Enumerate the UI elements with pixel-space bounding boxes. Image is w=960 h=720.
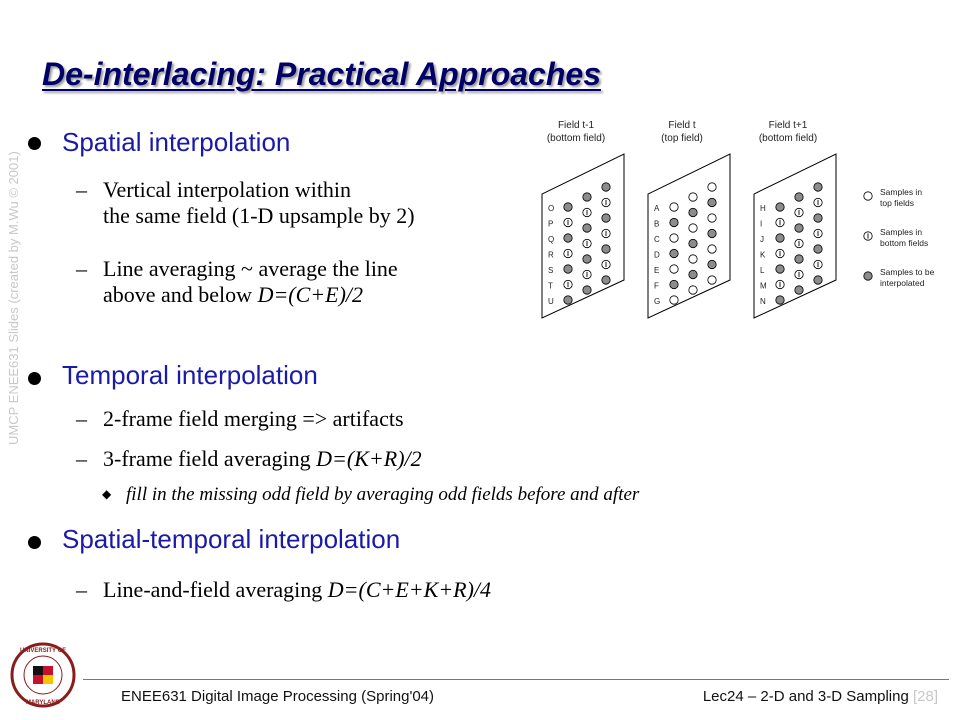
sample-dot: [814, 276, 822, 284]
sample-dot: [795, 224, 803, 232]
legend-label: Samples in: [880, 187, 923, 197]
row-label: O: [548, 204, 555, 213]
sample-dot: [689, 286, 697, 294]
row-label: F: [654, 281, 659, 291]
line-text: 2-frame field merging => artifacts: [103, 406, 404, 431]
footer-lecture-title: Lec24 – 2-D and 3-D Sampling: [702, 688, 913, 705]
legend-marker: [864, 192, 872, 200]
sub-sub-item-fill: [102, 484, 639, 506]
sample-dot: [670, 249, 678, 257]
row-label: D: [654, 250, 660, 260]
field-plane: [648, 154, 730, 318]
row-label: B: [654, 219, 660, 229]
sample-dot: [564, 265, 572, 273]
sample-dot: [670, 218, 678, 226]
sample-dot: [776, 203, 784, 211]
university-seal-logo: [8, 640, 78, 710]
sample-dot: [670, 296, 678, 304]
sample-dot: [564, 234, 572, 242]
legend-label: bottom fields: [880, 238, 929, 248]
field-plane: [542, 154, 624, 318]
sub-item-three-frame: [76, 446, 422, 472]
line-text: Line averaging ~ average the line: [103, 256, 398, 281]
sample-dot: [670, 280, 678, 288]
sample-dot: [602, 214, 610, 222]
row-label: Q: [548, 235, 555, 244]
sub-item-line-and-field: [76, 577, 491, 603]
sample-dot: [708, 245, 716, 253]
sample-dot: [689, 270, 697, 278]
sample-dot: [689, 255, 697, 263]
sample-dot: [564, 296, 572, 304]
field-plane: [754, 154, 836, 318]
sample-dot: [689, 193, 697, 201]
row-label: R: [548, 250, 554, 260]
sample-dot: [602, 245, 610, 253]
logo-text-top: UNIVERSITY OF: [20, 648, 66, 654]
sample-dot: [795, 255, 803, 263]
sample-dot: [689, 224, 697, 232]
sample-dot: [708, 183, 716, 191]
sample-dot: [814, 245, 822, 253]
sub-item-line-averaging: [76, 256, 398, 308]
slide-title: De-interlacing: Practical Approaches: [42, 56, 601, 92]
sub-item-two-frame: [76, 406, 404, 432]
logo-text-bottom: MARYLAND: [25, 700, 61, 706]
line-text: fill in the missing odd field by averaging odd fields before and after: [126, 484, 640, 505]
sample-dot: [670, 203, 678, 211]
footer-lecture: [703, 688, 938, 705]
sub-item-vertical: [76, 177, 415, 229]
sample-dot: [602, 276, 610, 284]
dash: –: [76, 446, 87, 471]
legend-label: top fields: [880, 198, 915, 208]
row-label: T: [548, 281, 553, 291]
bullet-dot: [28, 372, 41, 385]
legend-marker: [864, 272, 872, 280]
row-label: J: [760, 235, 764, 244]
field-title: Field t: [668, 120, 696, 131]
sample-dot: [689, 208, 697, 216]
dash: –: [76, 256, 87, 281]
sample-dot: [583, 286, 591, 294]
diamond-bullet-icon: ◆: [102, 487, 112, 501]
line-text: Line-and-field averaging: [103, 577, 328, 602]
legend-label: Samples in: [880, 227, 923, 237]
legend-label: Samples to be: [880, 267, 935, 277]
section-heading-spatial-temporal: Spatial-temporal interpolation: [62, 524, 401, 554]
formula: D=(K+R)/2: [316, 446, 422, 471]
formula: D=(C+E)/2: [257, 282, 364, 307]
sample-dot: [670, 234, 678, 242]
formula: D=(C+E+K+R)/4: [327, 577, 492, 602]
section-heading-spatial: Spatial interpolation: [62, 127, 291, 157]
bullet-dot: [28, 536, 41, 549]
row-label: S: [548, 266, 554, 275]
field-subtitle: (bottom field): [758, 133, 818, 144]
row-label: L: [760, 266, 765, 275]
field-sampling-diagram: [540, 114, 950, 344]
sample-dot: [814, 183, 822, 191]
sample-dot: [795, 193, 803, 201]
field-title: Field t+1: [768, 120, 808, 131]
page-number: [28]: [912, 688, 938, 705]
legend-label: interpolated: [880, 278, 925, 288]
row-label: U: [548, 297, 554, 306]
row-label: M: [760, 281, 767, 291]
sample-dot: [564, 203, 572, 211]
row-label: N: [760, 297, 766, 306]
sample-dot: [708, 214, 716, 222]
watermark: UMCP ENEE631 Slides (created by M.Wu © 2001): [6, 151, 21, 445]
sample-dot: [776, 234, 784, 242]
sample-dot: [814, 214, 822, 222]
line-text: Vertical interpolation within: [103, 177, 352, 202]
line-text: the same field (1-D upsample by 2): [103, 203, 415, 228]
sample-dot: [708, 229, 716, 237]
sample-dot: [708, 198, 716, 206]
row-label: H: [760, 204, 766, 213]
dash: –: [76, 406, 87, 431]
row-label: P: [548, 219, 554, 229]
section-heading-temporal: Temporal interpolation: [62, 360, 318, 390]
row-label: A: [654, 204, 660, 213]
sample-dot: [776, 265, 784, 273]
row-label: E: [654, 266, 660, 275]
sample-dot: [583, 224, 591, 232]
sample-dot: [776, 296, 784, 304]
line-text: above and below: [103, 282, 258, 307]
sample-dot: [708, 276, 716, 284]
sample-dot: [583, 193, 591, 201]
bullet-dot: [28, 137, 41, 150]
row-label: I: [760, 219, 763, 229]
row-label: K: [760, 250, 766, 260]
field-subtitle: (top field): [661, 133, 703, 144]
footer-course: ENEE631 Digital Image Processing (Spring'04): [121, 688, 435, 705]
dash: –: [76, 577, 87, 602]
row-label: G: [654, 297, 661, 306]
field-subtitle: (bottom field): [546, 133, 606, 144]
field-title: Field t-1: [557, 120, 595, 131]
sample-dot: [689, 239, 697, 247]
sample-dot: [602, 183, 610, 191]
sample-dot: [708, 260, 716, 268]
sample-dot: [583, 255, 591, 263]
row-label: C: [654, 235, 660, 244]
dash: –: [76, 177, 87, 202]
line-text: 3-frame field averaging: [103, 446, 317, 471]
footer-divider: [83, 679, 949, 680]
sample-dot: [670, 265, 678, 273]
sample-dot: [795, 286, 803, 294]
